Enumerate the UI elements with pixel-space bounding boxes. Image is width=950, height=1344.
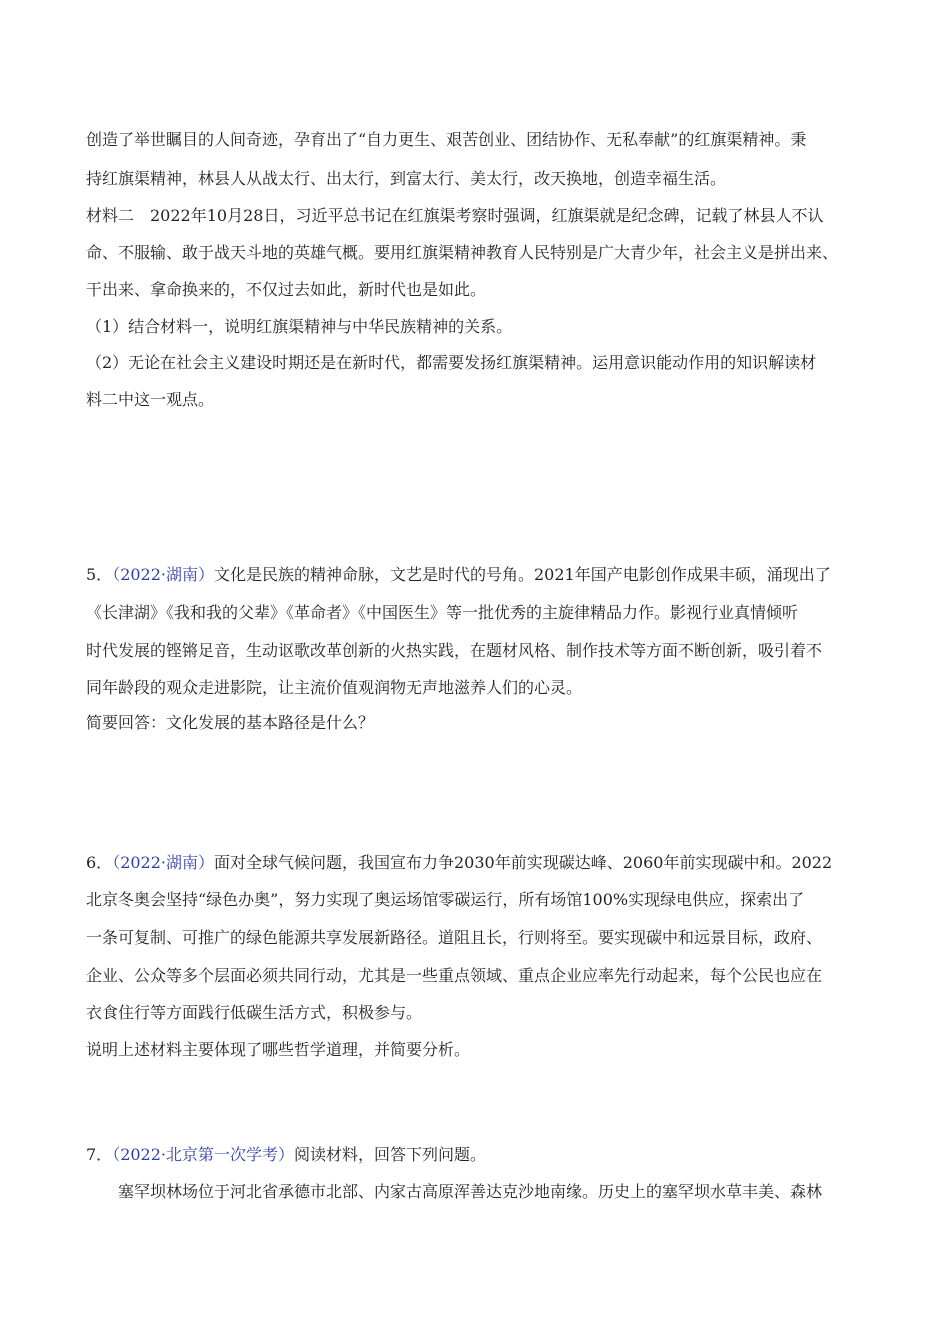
paragraph-line: 塞罕坝林场位于河北省承德市北部、内家古高原浑善达克沙地南缘。历史上的塞罕坝水草丰美、森林 — [86, 1182, 823, 1201]
question-first-line — [86, 1144, 876, 1166]
paragraph-line: 命、不服输、敢于战天斗地的英雄气概。要用红旗渠精神教育人民特别是广大青少年，社会主义是拼出来、 — [86, 243, 839, 262]
paragraph-line: 时代发展的铿锵足音，生动讴歌改革创新的火热实践，在题材风格、制作技术等方面不断创新，吸引着不 — [86, 641, 823, 660]
question-text: 文化是民族的精神命脉，文艺是时代的号角。2021年国产电影创作成果丰硕，涌现出了 — [214, 565, 831, 584]
paragraph-line: 持红旗渠精神，林县人从战太行、出太行，到富太行、美太行，改天换地，创造幸福生活。 — [86, 169, 727, 188]
paragraph-line: 衣食住行等方面践行低碳生活方式，积极参与。 — [86, 1003, 423, 1022]
paragraph-line: 料二中这一观点。 — [86, 390, 215, 409]
question-source: （2022·北京第一次学考） — [112, 1145, 294, 1164]
question-text: 阅读材料，回答下列问题。 — [294, 1145, 487, 1164]
question-first-line — [86, 564, 876, 586]
paragraph-line: 北京冬奥会坚持“绿色办奥”，努力实现了奥运场馆零碳运行，所有场馆100%实现绿电供应，探索出了 — [86, 890, 805, 909]
paragraph-line: 干出来、拿命换来的，不仅过去如此，新时代也是如此。 — [86, 280, 487, 299]
question-number: 6． — [86, 853, 113, 872]
question-text: 面对全球气候问题，我国宣布力争2030年前实现碳达峰、2060年前实现碳中和。2022 — [214, 853, 833, 872]
question-source: （2022·湖南） — [112, 853, 214, 872]
paragraph-line: 材料二 2022年10月28日，习近平总书记在红旗渠考察时强调，红旗渠就是纪念碑，记载了林县人不认 — [86, 206, 824, 225]
question-prompt: 简要回答：文化发展的基本路径是什么？ — [86, 713, 375, 732]
paragraph-line: 同年龄段的观众走进影院，让主流价值观润物无声地滋养人们的心灵。 — [86, 678, 583, 697]
paragraph-line: 企业、公众等多个层面必须共同行动，尤其是一些重点领域、重点企业应率先行动起来，每个公民也应在 — [86, 966, 823, 985]
question-first-line — [86, 852, 876, 874]
paragraph-line: 创造了举世瞩目的人间奇迹，孕育出了“自力更生、艰苦创业、团结协作、无私奉献”的红旗渠精神。秉 — [86, 130, 807, 149]
question-source: （2022·湖南） — [112, 565, 214, 584]
sub-question-1: （1）结合材料一，说明红旗渠精神与中华民族精神的关系。 — [86, 317, 513, 336]
sub-question-2: （2）无论在社会主义建设时期还是在新时代，都需要发扬红旗渠精神。运用意识能动作用的知识解读材 — [86, 353, 817, 372]
question-number: 7． — [86, 1145, 113, 1164]
paragraph-line: 《长津湖》《我和我的父辈》《革命者》《中国医生》等一批优秀的主旋律精品力作。影视行业真情倾听 — [86, 603, 799, 622]
question-number: 5． — [86, 565, 113, 584]
question-prompt: 说明上述材料主要体现了哪些哲学道理，并简要分析。 — [86, 1040, 471, 1059]
paragraph-line: 一条可复制、可推广的绿色能源共享发展新路径。道阻且长，行则将至。要实现碳中和远景目标，政府、 — [86, 928, 823, 947]
